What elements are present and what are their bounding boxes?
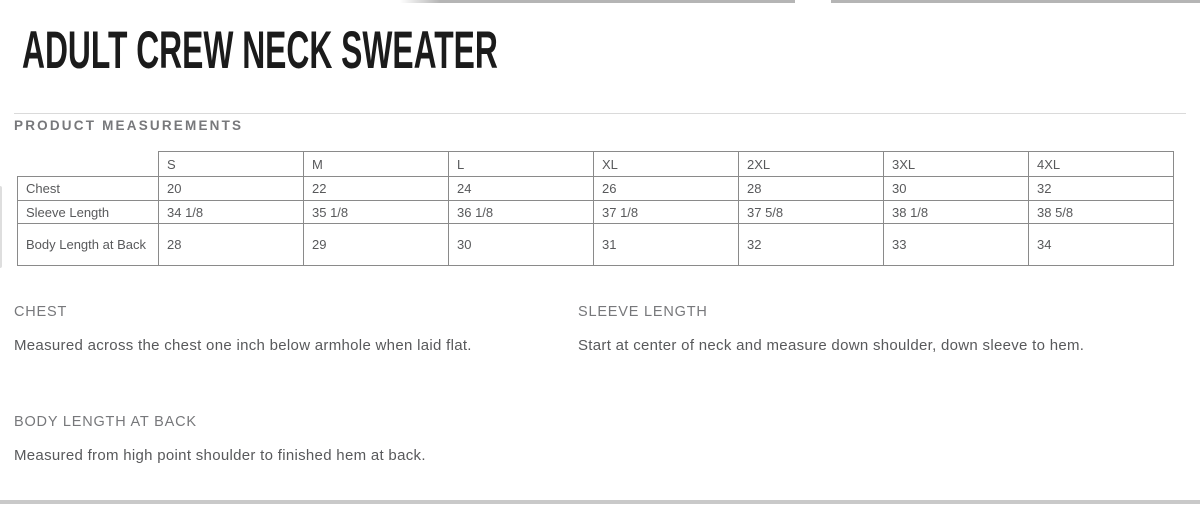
table-row-chest <box>18 177 1174 201</box>
section-divider <box>14 113 1186 114</box>
guide-heading: SLEEVE LENGTH <box>578 304 708 320</box>
measurement-cell: 31 <box>594 224 739 266</box>
corner-cell <box>18 152 159 177</box>
measurement-cell: 34 1/8 <box>159 201 304 224</box>
row-label: Chest <box>18 177 159 201</box>
measurement-cell: 30 <box>449 224 594 266</box>
row-label: Body Length at Back <box>18 224 159 266</box>
measurement-cell: 32 <box>739 224 884 266</box>
table-row-body-length-at-back <box>18 224 1174 266</box>
measurement-cell: 32 <box>1029 177 1174 201</box>
row-label: Sleeve Length <box>18 201 159 224</box>
measurement-cell: 28 <box>159 224 304 266</box>
measurement-cell: 37 1/8 <box>594 201 739 224</box>
measurement-cell: 30 <box>884 177 1029 201</box>
measurement-cell: 20 <box>159 177 304 201</box>
guide-text: Start at center of neck and measure down shoulder, down sleeve to hem. <box>578 337 1085 354</box>
guide-heading: CHEST <box>14 304 68 320</box>
measurement-cell: 38 1/8 <box>884 201 1029 224</box>
page-title: ADULT CREW NECK SWEATER <box>22 21 498 80</box>
guide-body-length-at-back <box>14 414 539 471</box>
guide-text: Measured across the chest one inch below armhole when laid flat. <box>14 337 472 354</box>
top-edge-border-left-segment <box>400 0 795 3</box>
measurements-table <box>17 151 1174 266</box>
measurement-cell: 29 <box>304 224 449 266</box>
left-edge-artifact <box>0 186 2 268</box>
section-label: PRODUCT MEASUREMENTS <box>14 118 244 133</box>
guide-text: Measured from high point shoulder to finished hem at back. <box>14 447 426 464</box>
table-row-sleeve-length <box>18 201 1174 224</box>
guide-sleeve-length <box>578 304 1103 361</box>
measurement-cell: 33 <box>884 224 1029 266</box>
measurement-cell: 22 <box>304 177 449 201</box>
measurement-cell: 28 <box>739 177 884 201</box>
guide-chest <box>14 304 539 361</box>
measurement-cell: 26 <box>594 177 739 201</box>
measurement-cell: 24 <box>449 177 594 201</box>
size-column-header: 3XL <box>884 152 1029 177</box>
measurement-cell: 36 1/8 <box>449 201 594 224</box>
size-column-header: S <box>159 152 304 177</box>
measurement-cell: 35 1/8 <box>304 201 449 224</box>
size-column-header: M <box>304 152 449 177</box>
top-edge-border-right-segment <box>831 0 1200 3</box>
size-column-header: 2XL <box>739 152 884 177</box>
size-column-header: 4XL <box>1029 152 1174 177</box>
measurement-cell: 34 <box>1029 224 1174 266</box>
bottom-edge-bar <box>0 500 1200 504</box>
size-header-row <box>18 152 1174 177</box>
size-column-header: L <box>449 152 594 177</box>
measurement-cell: 37 5/8 <box>739 201 884 224</box>
guide-heading: BODY LENGTH AT BACK <box>14 414 197 430</box>
measurement-cell: 38 5/8 <box>1029 201 1174 224</box>
size-column-header: XL <box>594 152 739 177</box>
